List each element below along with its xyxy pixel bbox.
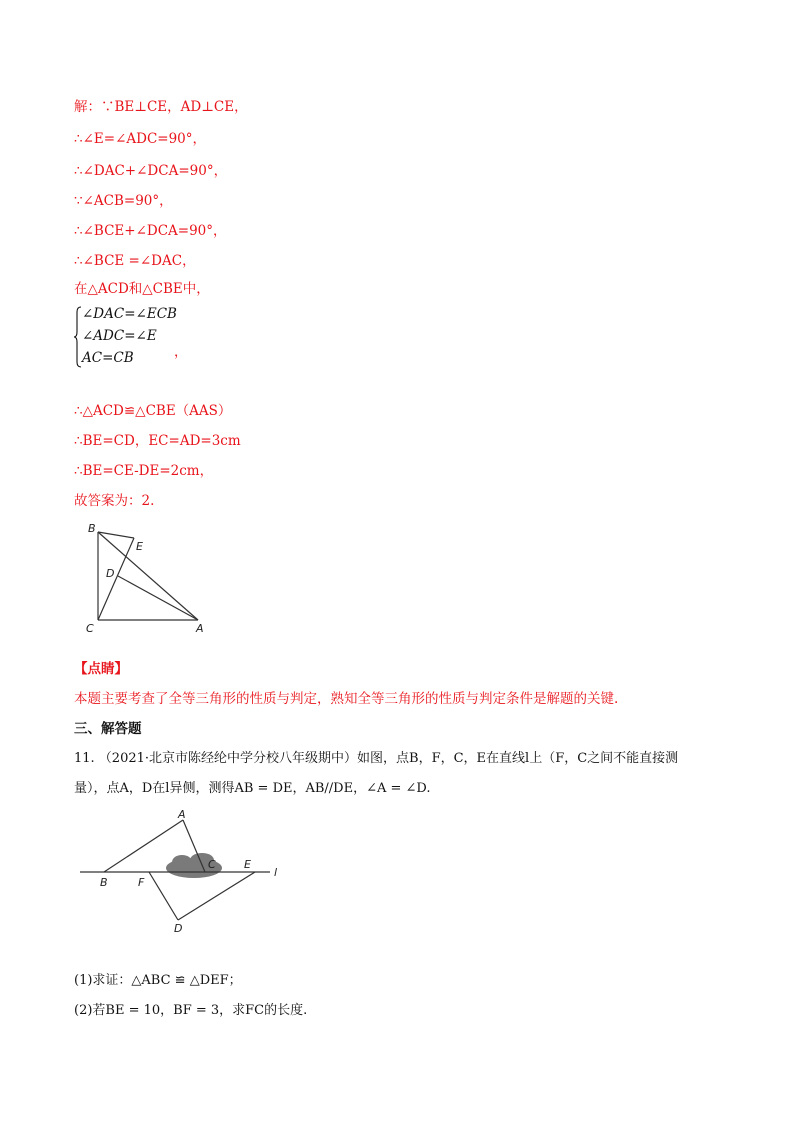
fig1-label-e: E (136, 540, 143, 553)
solution-line-8: ∴△ACD≌△CBE（AAS） (74, 403, 232, 419)
system-comma: ， (174, 344, 188, 360)
solution-line-10: ∴BE=CE-DE=2cm， (74, 463, 214, 479)
solution-line-11: 故答案为：2. (74, 493, 155, 509)
fig2-label-f: F (138, 876, 145, 889)
fig2-label-d: D (174, 922, 183, 935)
fig2-label-e: E (244, 858, 251, 871)
solution-line-4: ∵∠ACB=90°， (74, 193, 173, 209)
problem11-line-2: 量），点A，D在l异侧，测得AB = DE，AB//DE，∠A = ∠D. (74, 781, 431, 796)
solution-line-3: ∴∠DAC+∠DCA=90°， (74, 163, 228, 179)
fig1-label-d: D (106, 567, 115, 580)
fig2-label-a: A (178, 808, 186, 821)
problem11-figure (78, 806, 298, 936)
section-title: 三、解答题 (74, 721, 142, 737)
fig2-label-l: l (274, 866, 278, 879)
solution-line-7: 在△ACD和△CBE中， (74, 281, 210, 297)
system-row-3: AC=CB (82, 350, 134, 366)
problem11-part-2: (2)若BE = 10，BF = 3，求FC的长度. (74, 1003, 308, 1018)
system-row-2: ∠ADC=∠E (82, 328, 157, 344)
problem11-part-1: (1)求证：△ABC ≌ △DEF； (74, 973, 242, 988)
comment-text: 本题主要考查了全等三角形的性质与判定，熟知全等三角形的性质与判定条件是解题的关键. (74, 691, 619, 707)
fig2-label-c: C (208, 858, 216, 871)
left-brace-icon (74, 306, 82, 368)
solution-line-5: ∴∠BCE+∠DCA=90°， (74, 223, 227, 239)
comment-heading: 【点睛】 (74, 661, 128, 677)
system-row-1: ∠DAC=∠ECB (82, 306, 177, 322)
fig2-label-b: B (100, 876, 108, 889)
solution-line-9: ∴BE=CD，EC=AD=3cm (74, 433, 241, 449)
problem11-line-1: 11. （2021·北京市陈经纶中学分校八年级期中）如图，点B，F，C，E在直线l上（F，C之间不能直接测 (74, 751, 679, 766)
triangle-figure-1 (80, 520, 220, 635)
solution-line-6: ∴∠BCE =∠DAC， (74, 253, 196, 269)
solution-line-2: ∴∠E=∠ADC=90°， (74, 131, 207, 147)
fig1-label-a: A (196, 622, 204, 635)
solution-line-1: 解：∵BE⊥CE，AD⊥CE， (74, 99, 248, 115)
fig1-label-b: B (88, 522, 96, 535)
fig1-label-c: C (86, 622, 94, 635)
